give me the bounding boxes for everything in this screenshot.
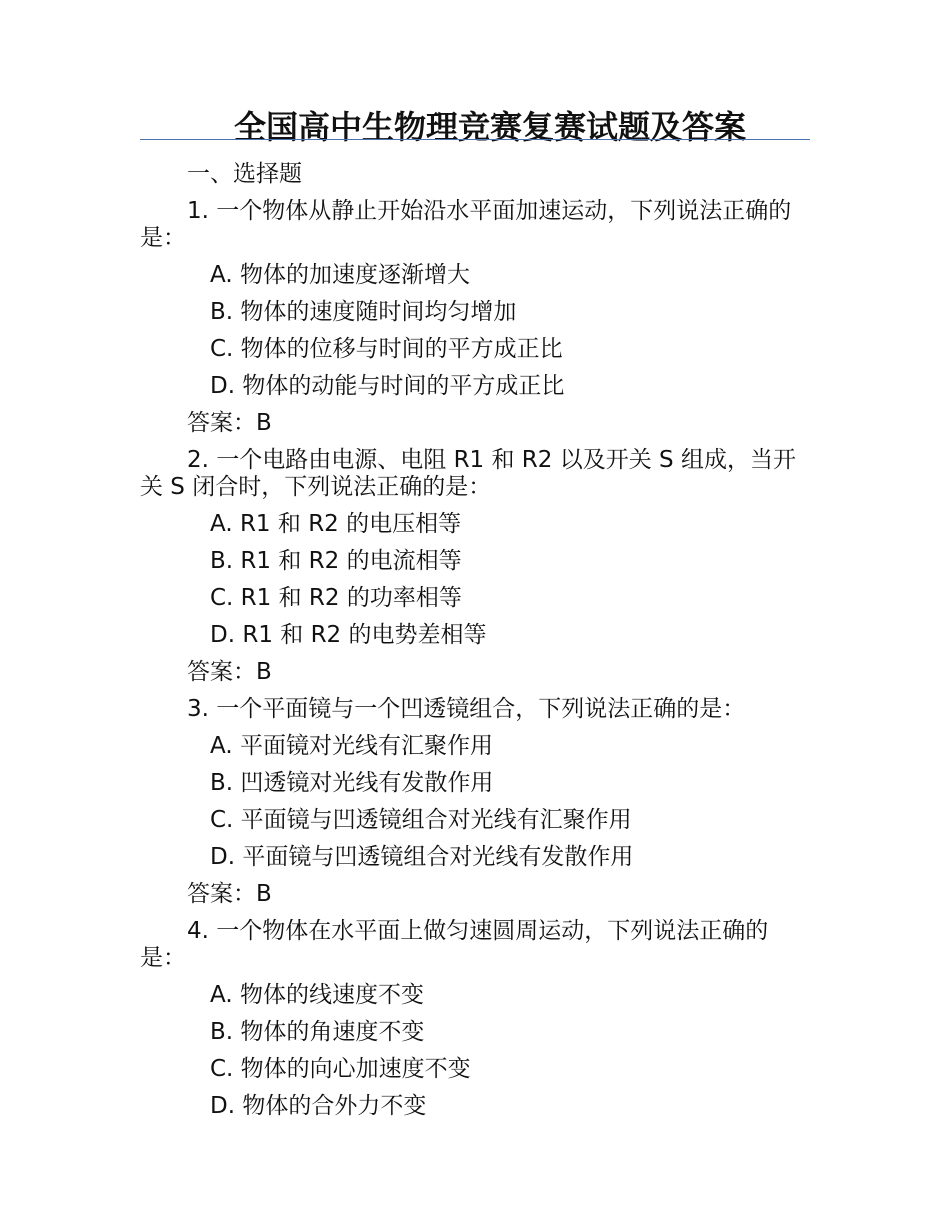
question-2-option-a: A. R1 和 R2 的电压相等 [210,511,462,537]
question-4-option-b: B. 物体的角速度不变 [210,1019,425,1045]
question-1-text: 1. 一个物体从静止开始沿水平面加速运动，下列说法正确的是： [140,198,792,251]
question-3-option-a: A. 平面镜对光线有汇聚作用 [210,733,493,759]
question-2-answer: 答案：B [187,659,272,685]
question-2-option-b: B. R1 和 R2 的电流相等 [210,548,462,574]
question-1-option-c: C. 物体的位移与时间的平方成正比 [210,336,563,362]
question-1-option-a: A. 物体的加速度逐渐增大 [210,262,470,288]
question-1-option-b: B. 物体的速度随时间均匀增加 [210,299,517,325]
title-underline [140,139,810,140]
question-4-option-a: A. 物体的线速度不变 [210,982,424,1008]
question-4-option-d: D. 物体的合外力不变 [210,1093,427,1119]
question-1-answer: 答案：B [187,410,272,436]
question-3-answer: 答案：B [187,881,272,907]
question-2-option-c: C. R1 和 R2 的功率相等 [210,585,462,611]
question-3-text: 3. 一个平面镜与一个凹透镜组合，下列说法正确的是： [187,696,746,722]
question-2-option-d: D. R1 和 R2 的电势差相等 [210,622,487,648]
question-1-option-d: D. 物体的动能与时间的平方成正比 [210,373,565,399]
question-3-option-c: C. 平面镜与凹透镜组合对光线有汇聚作用 [210,807,632,833]
question-3-option-d: D. 平面镜与凹透镜组合对光线有发散作用 [210,844,634,870]
document-title: 全国高中生物理竞赛复赛试题及答案 [233,108,746,146]
section-heading: 一、选择题 [187,161,302,187]
question-2-text: 2. 一个电路由电源、电阻 R1 和 R2 以及开关 S 组成，当开关 S 闭合时，下列说法正确的是： [140,447,796,500]
question-4-text: 4. 一个物体在水平面上做匀速圆周运动，下列说法正确的是： [140,918,769,971]
question-4-option-c: C. 物体的向心加速度不变 [210,1056,471,1082]
document-body [140,156,810,1125]
question-3-option-b: B. 凹透镜对光线有发散作用 [210,770,494,796]
